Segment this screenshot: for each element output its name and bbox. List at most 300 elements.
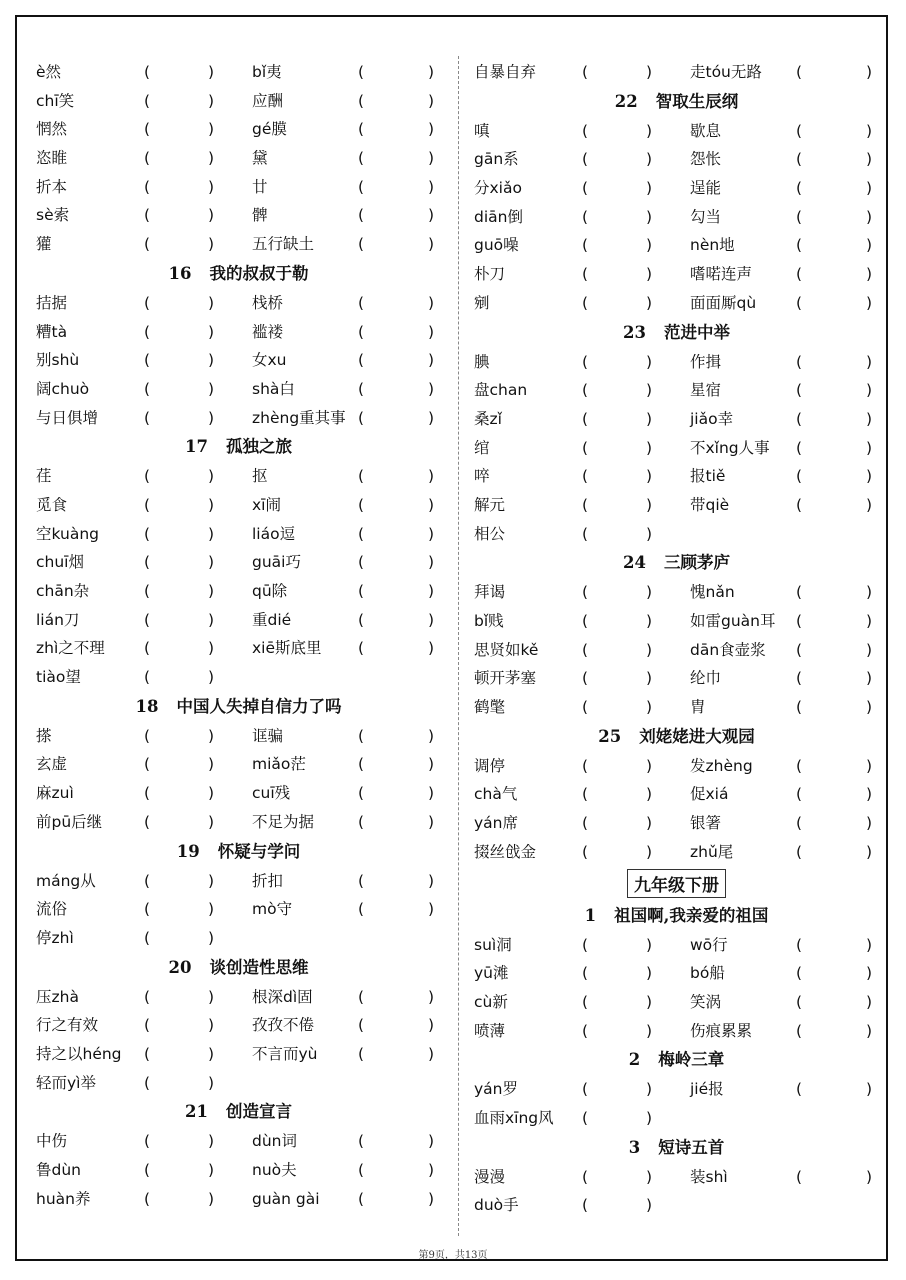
vocab-word: 笑涡: [690, 992, 722, 1011]
vocab-word: suì洞: [474, 935, 512, 954]
vocab-row: [474, 58, 879, 87]
answer-blank[interactable]: [796, 260, 872, 289]
vocab-word: 孜孜不倦: [252, 1016, 315, 1035]
open-paren: (: [582, 293, 589, 312]
answer-blank[interactable]: [796, 988, 872, 1017]
vocab-word: wō行: [690, 935, 728, 954]
answer-blank[interactable]: [358, 201, 434, 230]
answer-blank[interactable]: [582, 838, 652, 867]
answer-blank[interactable]: [582, 117, 652, 146]
vocab-word: 朴刀: [474, 265, 506, 284]
vocab-word: cuī残: [252, 784, 291, 803]
vocab-row: [474, 988, 879, 1017]
answer-blank[interactable]: [582, 289, 652, 318]
open-paren: (: [796, 265, 803, 284]
answer-blank[interactable]: [796, 1017, 872, 1046]
answer-blank[interactable]: [358, 289, 434, 318]
answer-blank[interactable]: [144, 577, 214, 606]
answer-blank[interactable]: [144, 346, 214, 375]
answer-blank[interactable]: [358, 144, 434, 173]
answer-blank[interactable]: [582, 809, 652, 838]
answer-blank[interactable]: [358, 318, 434, 347]
answer-blank[interactable]: [582, 203, 652, 232]
vocab-word: 嗜喏连声: [690, 265, 753, 284]
vocab-word: máng从: [36, 871, 96, 890]
answer-blank[interactable]: [144, 1040, 214, 1069]
answer-blank[interactable]: [582, 693, 652, 722]
open-paren: (: [144, 1132, 151, 1151]
open-paren: (: [582, 524, 589, 543]
close-paren: ): [427, 582, 434, 600]
answer-blank[interactable]: [358, 462, 434, 491]
close-paren: ): [207, 553, 214, 572]
open-paren: (: [144, 582, 151, 600]
open-paren: (: [144, 206, 151, 225]
answer-blank[interactable]: [796, 931, 872, 960]
open-paren: (: [796, 785, 803, 804]
close-paren: ): [207, 1073, 214, 1092]
answer-blank[interactable]: [358, 808, 434, 837]
answer-blank[interactable]: [582, 491, 652, 520]
vocab-word: 麻zuì: [36, 784, 74, 803]
answer-blank[interactable]: [796, 117, 872, 146]
vocab-row: [36, 1156, 441, 1185]
answer-blank[interactable]: [144, 924, 214, 953]
answer-blank[interactable]: [582, 348, 652, 377]
vocab-word: jié报: [690, 1080, 724, 1099]
answer-blank[interactable]: [144, 867, 214, 896]
answer-blank[interactable]: [144, 1127, 214, 1156]
answer-blank[interactable]: [144, 983, 214, 1012]
answer-blank[interactable]: [796, 780, 872, 809]
open-paren: (: [144, 987, 151, 1006]
close-paren: ): [645, 698, 652, 717]
answer-blank[interactable]: [796, 491, 872, 520]
answer-blank[interactable]: [796, 203, 872, 232]
answer-blank[interactable]: [144, 895, 214, 924]
answer-blank[interactable]: [796, 578, 872, 607]
answer-blank[interactable]: [144, 1156, 214, 1185]
open-paren: (: [796, 935, 803, 954]
answer-blank[interactable]: [358, 491, 434, 520]
open-paren: (: [796, 612, 803, 630]
answer-blank[interactable]: [358, 634, 434, 663]
right-column: [474, 58, 879, 1220]
close-paren: ): [207, 812, 214, 831]
answer-blank[interactable]: [582, 462, 652, 491]
answer-blank[interactable]: [144, 520, 214, 549]
lesson-heading: [36, 432, 441, 462]
close-paren: ): [427, 177, 434, 196]
vocab-row: [474, 231, 879, 260]
answer-blank[interactable]: [796, 636, 872, 665]
answer-blank[interactable]: [582, 231, 652, 260]
open-paren: (: [144, 668, 151, 687]
vocab-word: zhèng重其事: [252, 408, 346, 427]
vocab-word: 带qiè: [690, 495, 730, 514]
vocab-word: 阔chuò: [36, 379, 90, 398]
vocab-word: 纶巾: [690, 669, 722, 688]
answer-blank[interactable]: [582, 1017, 652, 1046]
answer-blank[interactable]: [144, 144, 214, 173]
vocab-word: chān杂: [36, 582, 90, 600]
answer-blank[interactable]: [144, 173, 214, 202]
vocab-word: 应酬: [252, 91, 284, 110]
answer-blank[interactable]: [582, 752, 652, 781]
close-paren: ): [207, 408, 214, 427]
answer-blank[interactable]: [358, 779, 434, 808]
close-paren: ): [427, 91, 434, 110]
lesson-heading: [474, 901, 879, 931]
close-paren: ): [207, 1132, 214, 1151]
lesson-title: 谈创造性思维: [209, 957, 309, 977]
lesson-heading: [474, 318, 879, 348]
answer-blank[interactable]: [144, 491, 214, 520]
vocab-row: [474, 578, 879, 607]
answer-blank[interactable]: [582, 405, 652, 434]
vocab-word: 漫漫: [474, 1167, 506, 1186]
vocab-row: [474, 520, 879, 549]
answer-blank[interactable]: [582, 780, 652, 809]
open-paren: (: [358, 1132, 365, 1151]
open-paren: (: [358, 582, 365, 600]
vocab-word: 促xiá: [690, 785, 729, 804]
answer-blank[interactable]: [144, 404, 214, 433]
open-paren: (: [582, 381, 589, 400]
answer-blank[interactable]: [796, 348, 872, 377]
close-paren: ): [645, 785, 652, 804]
open-paren: (: [582, 669, 589, 688]
answer-blank[interactable]: [582, 174, 652, 203]
answer-blank[interactable]: [144, 462, 214, 491]
answer-blank[interactable]: [144, 722, 214, 751]
answer-blank[interactable]: [358, 173, 434, 202]
close-paren: ): [645, 1021, 652, 1040]
vocab-word: è然: [36, 63, 62, 81]
close-paren: ): [427, 379, 434, 398]
answer-blank[interactable]: [796, 405, 872, 434]
close-paren: ): [207, 610, 214, 629]
vocab-word: yū滩: [474, 964, 509, 983]
answer-blank[interactable]: [358, 1011, 434, 1040]
close-paren: ): [865, 352, 872, 371]
close-paren: ): [645, 964, 652, 983]
open-paren: (: [358, 553, 365, 572]
answer-blank[interactable]: [796, 809, 872, 838]
open-paren: (: [796, 814, 803, 833]
lesson-title: 怀疑与学问: [217, 841, 301, 861]
open-paren: (: [582, 1196, 589, 1215]
answer-blank[interactable]: [144, 779, 214, 808]
close-paren: ): [427, 726, 434, 745]
answer-blank[interactable]: [796, 959, 872, 988]
vocab-row: [474, 1104, 879, 1133]
answer-blank[interactable]: [358, 867, 434, 896]
close-paren: ): [865, 785, 872, 804]
open-paren: (: [796, 352, 803, 371]
close-paren: ): [427, 351, 434, 370]
answer-blank[interactable]: [582, 1104, 652, 1133]
answer-blank[interactable]: [796, 1075, 872, 1104]
answer-blank[interactable]: [144, 663, 214, 692]
answer-blank[interactable]: [358, 1040, 434, 1069]
answer-blank[interactable]: [144, 606, 214, 635]
answer-blank[interactable]: [358, 346, 434, 375]
answer-blank[interactable]: [796, 231, 872, 260]
answer-blank[interactable]: [144, 1069, 214, 1098]
answer-blank[interactable]: [358, 115, 434, 144]
vocab-word: diān倒: [474, 207, 523, 226]
open-paren: (: [358, 1016, 365, 1035]
close-paren: ): [427, 812, 434, 831]
open-paren: (: [582, 179, 589, 198]
close-paren: ): [645, 381, 652, 400]
vocab-word: 不言而yù: [252, 1044, 318, 1063]
open-paren: (: [144, 871, 151, 890]
close-paren: ): [207, 1044, 214, 1063]
vocab-row: [36, 808, 441, 837]
vocab-row: [36, 983, 441, 1012]
close-paren: ): [865, 1080, 872, 1099]
vocab-word: chī笑: [36, 91, 75, 110]
answer-blank[interactable]: [582, 434, 652, 463]
vocab-word: lián刀: [36, 610, 80, 629]
close-paren: ): [865, 1167, 872, 1186]
close-paren: ): [207, 726, 214, 745]
vocab-word: 面面厮qù: [690, 293, 757, 312]
answer-blank[interactable]: [144, 1011, 214, 1040]
answer-blank[interactable]: [358, 1185, 434, 1214]
answer-blank[interactable]: [358, 1127, 434, 1156]
vocab-word: qū除: [252, 582, 288, 600]
vocab-word: 压zhà: [36, 987, 79, 1006]
answer-blank[interactable]: [796, 58, 872, 87]
close-paren: ): [865, 1021, 872, 1040]
vocab-word: 髀: [252, 206, 268, 225]
answer-blank[interactable]: [796, 838, 872, 867]
answer-blank[interactable]: [582, 145, 652, 174]
answer-blank[interactable]: [582, 636, 652, 665]
close-paren: ): [645, 150, 652, 169]
close-paren: ): [427, 235, 434, 254]
lesson-number: 25: [598, 726, 622, 746]
open-paren: (: [144, 812, 151, 831]
vocab-row: [474, 174, 879, 203]
answer-blank[interactable]: [144, 1185, 214, 1214]
lesson-heading: [36, 259, 441, 289]
answer-blank[interactable]: [582, 1163, 652, 1192]
close-paren: ): [427, 784, 434, 803]
open-paren: (: [796, 150, 803, 169]
answer-blank[interactable]: [358, 722, 434, 751]
answer-blank[interactable]: [358, 230, 434, 259]
answer-blank[interactable]: [358, 1156, 434, 1185]
open-paren: (: [582, 438, 589, 457]
answer-blank[interactable]: [358, 606, 434, 635]
vocab-word: tiào望: [36, 668, 81, 687]
open-paren: (: [796, 1021, 803, 1040]
answer-blank[interactable]: [582, 988, 652, 1017]
answer-blank[interactable]: [358, 375, 434, 404]
vocab-word: 血雨xīng风: [474, 1108, 554, 1127]
lesson-number: 19: [176, 841, 200, 861]
answer-blank[interactable]: [796, 1163, 872, 1192]
answer-blank[interactable]: [582, 664, 652, 693]
vocab-row: [474, 145, 879, 174]
answer-blank[interactable]: [358, 577, 434, 606]
open-paren: (: [582, 1021, 589, 1040]
answer-blank[interactable]: [796, 434, 872, 463]
open-paren: (: [796, 698, 803, 717]
close-paren: ): [645, 121, 652, 140]
answer-blank[interactable]: [796, 462, 872, 491]
vocab-word: xī闹: [252, 495, 281, 514]
vocab-word: bǐ贱: [474, 612, 504, 630]
close-paren: ): [207, 582, 214, 600]
vocab-word: 走tóu无路: [690, 63, 762, 81]
open-paren: (: [796, 992, 803, 1011]
close-paren: ): [427, 206, 434, 225]
vocab-row: [36, 318, 441, 347]
open-paren: (: [144, 1044, 151, 1063]
vocab-word: zhì之不理: [36, 639, 105, 658]
answer-blank[interactable]: [144, 318, 214, 347]
answer-blank[interactable]: [796, 752, 872, 781]
open-paren: (: [358, 755, 365, 774]
lesson-number: 23: [623, 322, 646, 342]
lesson-heading: [36, 837, 441, 867]
vocab-word: chà气: [474, 785, 518, 804]
answer-blank[interactable]: [144, 808, 214, 837]
vocab-word: 抠: [252, 467, 268, 486]
vocab-word: 褴褛: [252, 322, 284, 341]
vocab-row: [36, 1069, 441, 1098]
open-paren: (: [796, 669, 803, 688]
vocab-word: 拜谒: [474, 583, 506, 602]
close-paren: ): [427, 149, 434, 168]
close-paren: ): [645, 935, 652, 954]
open-paren: (: [144, 495, 151, 514]
close-paren: ): [865, 381, 872, 400]
answer-blank[interactable]: [358, 548, 434, 577]
open-paren: (: [582, 150, 589, 169]
vocab-row: [36, 230, 441, 259]
vocab-row: [474, 491, 879, 520]
open-paren: (: [358, 784, 365, 803]
vocab-word: 糟tà: [36, 322, 68, 341]
vocab-word: 分xiǎo: [474, 179, 522, 198]
answer-blank[interactable]: [144, 375, 214, 404]
answer-blank[interactable]: [144, 289, 214, 318]
answer-blank[interactable]: [358, 895, 434, 924]
answer-blank[interactable]: [144, 548, 214, 577]
close-paren: ): [427, 1161, 434, 1179]
answer-blank[interactable]: [582, 376, 652, 405]
answer-blank[interactable]: [144, 87, 214, 116]
answer-blank[interactable]: [582, 1075, 652, 1104]
vocab-word: 怨怅: [690, 150, 722, 169]
open-paren: (: [582, 756, 589, 775]
open-paren: (: [144, 177, 151, 196]
open-paren: (: [582, 63, 589, 81]
answer-blank[interactable]: [796, 607, 872, 636]
answer-blank[interactable]: [796, 376, 872, 405]
vocab-word: 顿开茅塞: [474, 669, 537, 688]
open-paren: (: [358, 120, 365, 139]
open-paren: (: [358, 206, 365, 225]
close-paren: ): [645, 236, 652, 255]
lesson-title: 智取生辰纲: [655, 91, 739, 111]
answer-blank[interactable]: [582, 578, 652, 607]
open-paren: (: [144, 1073, 151, 1092]
lesson-title: 短诗五首: [658, 1137, 725, 1157]
page-footer: 第9页，共13页: [418, 1250, 488, 1261]
close-paren: ): [427, 120, 434, 139]
vocab-word: 发zhèng: [690, 756, 753, 775]
answer-blank[interactable]: [358, 983, 434, 1012]
answer-blank[interactable]: [582, 260, 652, 289]
lesson-heading: [474, 722, 879, 752]
answer-blank[interactable]: [582, 520, 652, 549]
vocab-row: [474, 376, 879, 405]
answer-blank[interactable]: [144, 201, 214, 230]
answer-blank[interactable]: [582, 931, 652, 960]
open-paren: (: [144, 553, 151, 572]
answer-blank[interactable]: [358, 87, 434, 116]
open-paren: (: [796, 293, 803, 312]
close-paren: ): [645, 467, 652, 486]
answer-blank[interactable]: [582, 1191, 652, 1220]
vocab-word: 不足为据: [252, 812, 315, 831]
close-paren: ): [427, 467, 434, 486]
answer-blank[interactable]: [358, 750, 434, 779]
vocab-word: 胄: [690, 698, 706, 717]
answer-blank[interactable]: [358, 404, 434, 433]
vocab-word: 持之以héng: [36, 1044, 122, 1063]
answer-blank[interactable]: [796, 145, 872, 174]
open-paren: (: [358, 1161, 365, 1179]
answer-blank[interactable]: [144, 750, 214, 779]
answer-blank[interactable]: [144, 58, 214, 87]
close-paren: ): [865, 583, 872, 602]
open-paren: (: [582, 207, 589, 226]
vocab-word: 报tiě: [690, 467, 726, 486]
answer-blank[interactable]: [358, 58, 434, 87]
close-paren: ): [427, 322, 434, 341]
answer-blank[interactable]: [144, 634, 214, 663]
open-paren: (: [144, 1016, 151, 1035]
lesson-title: 创造宣言: [225, 1102, 292, 1122]
answer-blank[interactable]: [582, 607, 652, 636]
answer-blank[interactable]: [358, 520, 434, 549]
answer-blank[interactable]: [796, 174, 872, 203]
open-paren: (: [144, 524, 151, 543]
vocab-row: [474, 1017, 879, 1046]
answer-blank[interactable]: [796, 693, 872, 722]
answer-blank[interactable]: [144, 230, 214, 259]
close-paren: ): [645, 1108, 652, 1127]
answer-blank[interactable]: [582, 959, 652, 988]
answer-blank[interactable]: [582, 58, 652, 87]
vocab-word: 鹤氅: [474, 698, 506, 717]
lesson-title: 三顾茅庐: [663, 553, 730, 573]
vocab-word: 流俗: [36, 900, 68, 919]
answer-blank[interactable]: [796, 289, 872, 318]
vocab-row: [474, 117, 879, 146]
close-paren: ): [645, 293, 652, 312]
answer-blank[interactable]: [144, 115, 214, 144]
answer-blank[interactable]: [796, 664, 872, 693]
